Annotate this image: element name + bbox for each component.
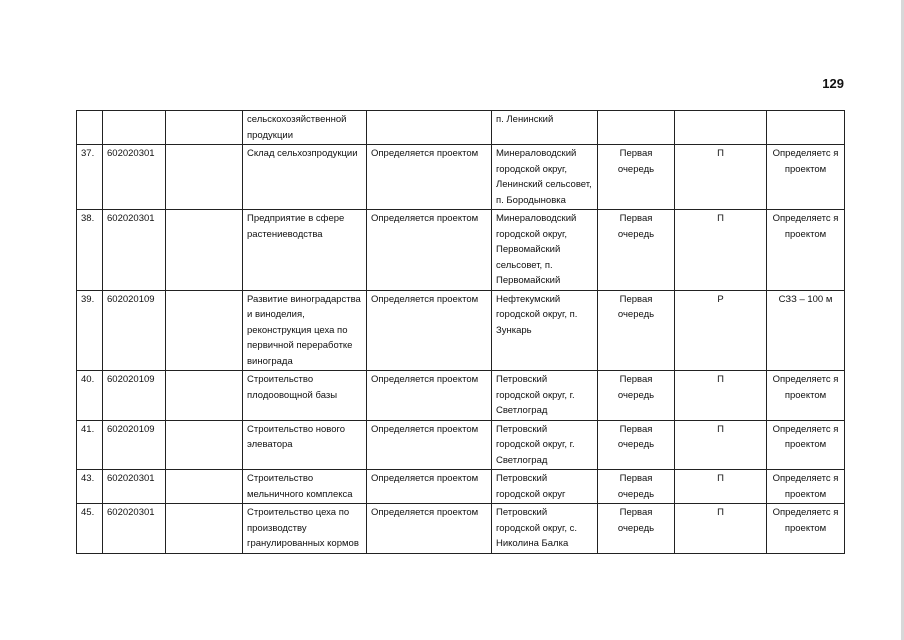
row-blank <box>166 420 243 470</box>
row-stage: Первая очередь <box>598 210 675 291</box>
row-category: П <box>675 371 767 421</box>
row-location: Минераловодский городской округ, Первомайский сельсовет, п. Первомайский <box>492 210 598 291</box>
row-blank <box>166 504 243 554</box>
row-code: 602020109 <box>103 290 166 371</box>
row-zone: Определяетс я проектом <box>767 420 845 470</box>
row-blank <box>166 470 243 504</box>
row-code <box>103 111 166 145</box>
row-category: П <box>675 420 767 470</box>
table-row <box>77 371 845 421</box>
row-code: 602020301 <box>103 145 166 210</box>
row-capacity: Определяется проектом <box>367 210 492 291</box>
row-zone: Определяетс я проектом <box>767 145 845 210</box>
row-stage <box>598 111 675 145</box>
registry-table <box>76 110 845 554</box>
row-blank <box>166 111 243 145</box>
row-location: Петровский городской округ <box>492 470 598 504</box>
row-name: Строительство плодоовощной базы <box>243 371 367 421</box>
row-capacity: Определяется проектом <box>367 371 492 421</box>
row-blank <box>166 210 243 291</box>
row-location: п. Ленинский <box>492 111 598 145</box>
row-number: 40. <box>77 371 103 421</box>
row-stage: Первая очередь <box>598 504 675 554</box>
row-stage: Первая очередь <box>598 420 675 470</box>
row-capacity: Определяется проектом <box>367 145 492 210</box>
row-category: П <box>675 470 767 504</box>
row-location: Петровский городской округ, г. Светлоград <box>492 371 598 421</box>
table-row <box>77 145 845 210</box>
row-number: 43. <box>77 470 103 504</box>
row-name: Предприятие в сфере растениеводства <box>243 210 367 291</box>
row-zone: Определяетс я проектом <box>767 504 845 554</box>
row-code: 602020301 <box>103 470 166 504</box>
row-name: Склад сельхозпродукции <box>243 145 367 210</box>
row-category <box>675 111 767 145</box>
row-category: П <box>675 504 767 554</box>
row-stage: Первая очередь <box>598 371 675 421</box>
row-number <box>77 111 103 145</box>
row-capacity: Определяется проектом <box>367 470 492 504</box>
row-code: 602020109 <box>103 420 166 470</box>
row-capacity: Определяется проектом <box>367 290 492 371</box>
row-name: сельскохозяйственной продукции <box>243 111 367 145</box>
row-capacity: Определяется проектом <box>367 420 492 470</box>
table-row <box>77 470 845 504</box>
row-zone <box>767 111 845 145</box>
row-code: 602020109 <box>103 371 166 421</box>
row-number: 37. <box>77 145 103 210</box>
row-number: 39. <box>77 290 103 371</box>
row-name: Строительство нового элеватора <box>243 420 367 470</box>
row-code: 602020301 <box>103 504 166 554</box>
table-row <box>77 504 845 554</box>
table-row <box>77 420 845 470</box>
row-stage: Первая очередь <box>598 470 675 504</box>
row-name: Развитие виноградарства и виноделия, реконструкция цеха по первичной переработке винограда <box>243 290 367 371</box>
row-blank <box>166 371 243 421</box>
row-stage: Первая очередь <box>598 145 675 210</box>
row-location: Петровский городской округ, г. Светлоград <box>492 420 598 470</box>
row-capacity: Определяется проектом <box>367 504 492 554</box>
row-capacity <box>367 111 492 145</box>
row-zone: Определяетс я проектом <box>767 470 845 504</box>
page-number: 129 <box>822 76 844 91</box>
row-stage: Первая очередь <box>598 290 675 371</box>
row-number: 45. <box>77 504 103 554</box>
table-row <box>77 210 845 291</box>
row-location: Петровский городской округ, с. Николина Балка <box>492 504 598 554</box>
row-blank <box>166 290 243 371</box>
table-row <box>77 290 845 371</box>
row-zone: Определяетс я проектом <box>767 371 845 421</box>
table-row <box>77 111 845 145</box>
row-code: 602020301 <box>103 210 166 291</box>
row-location: Минераловодский городской округ, Ленинский сельсовет, п. Бородыновка <box>492 145 598 210</box>
row-zone: СЗЗ – 100 м <box>767 290 845 371</box>
row-zone: Определяетс я проектом <box>767 210 845 291</box>
row-name: Строительство мельничного комплекса <box>243 470 367 504</box>
row-location: Нефтекумский городской округ, п. Зункарь <box>492 290 598 371</box>
row-category: П <box>675 145 767 210</box>
row-number: 38. <box>77 210 103 291</box>
row-name: Строительство цеха по производству гранулированных кормов <box>243 504 367 554</box>
row-category: П <box>675 210 767 291</box>
row-blank <box>166 145 243 210</box>
row-number: 41. <box>77 420 103 470</box>
row-category: Р <box>675 290 767 371</box>
